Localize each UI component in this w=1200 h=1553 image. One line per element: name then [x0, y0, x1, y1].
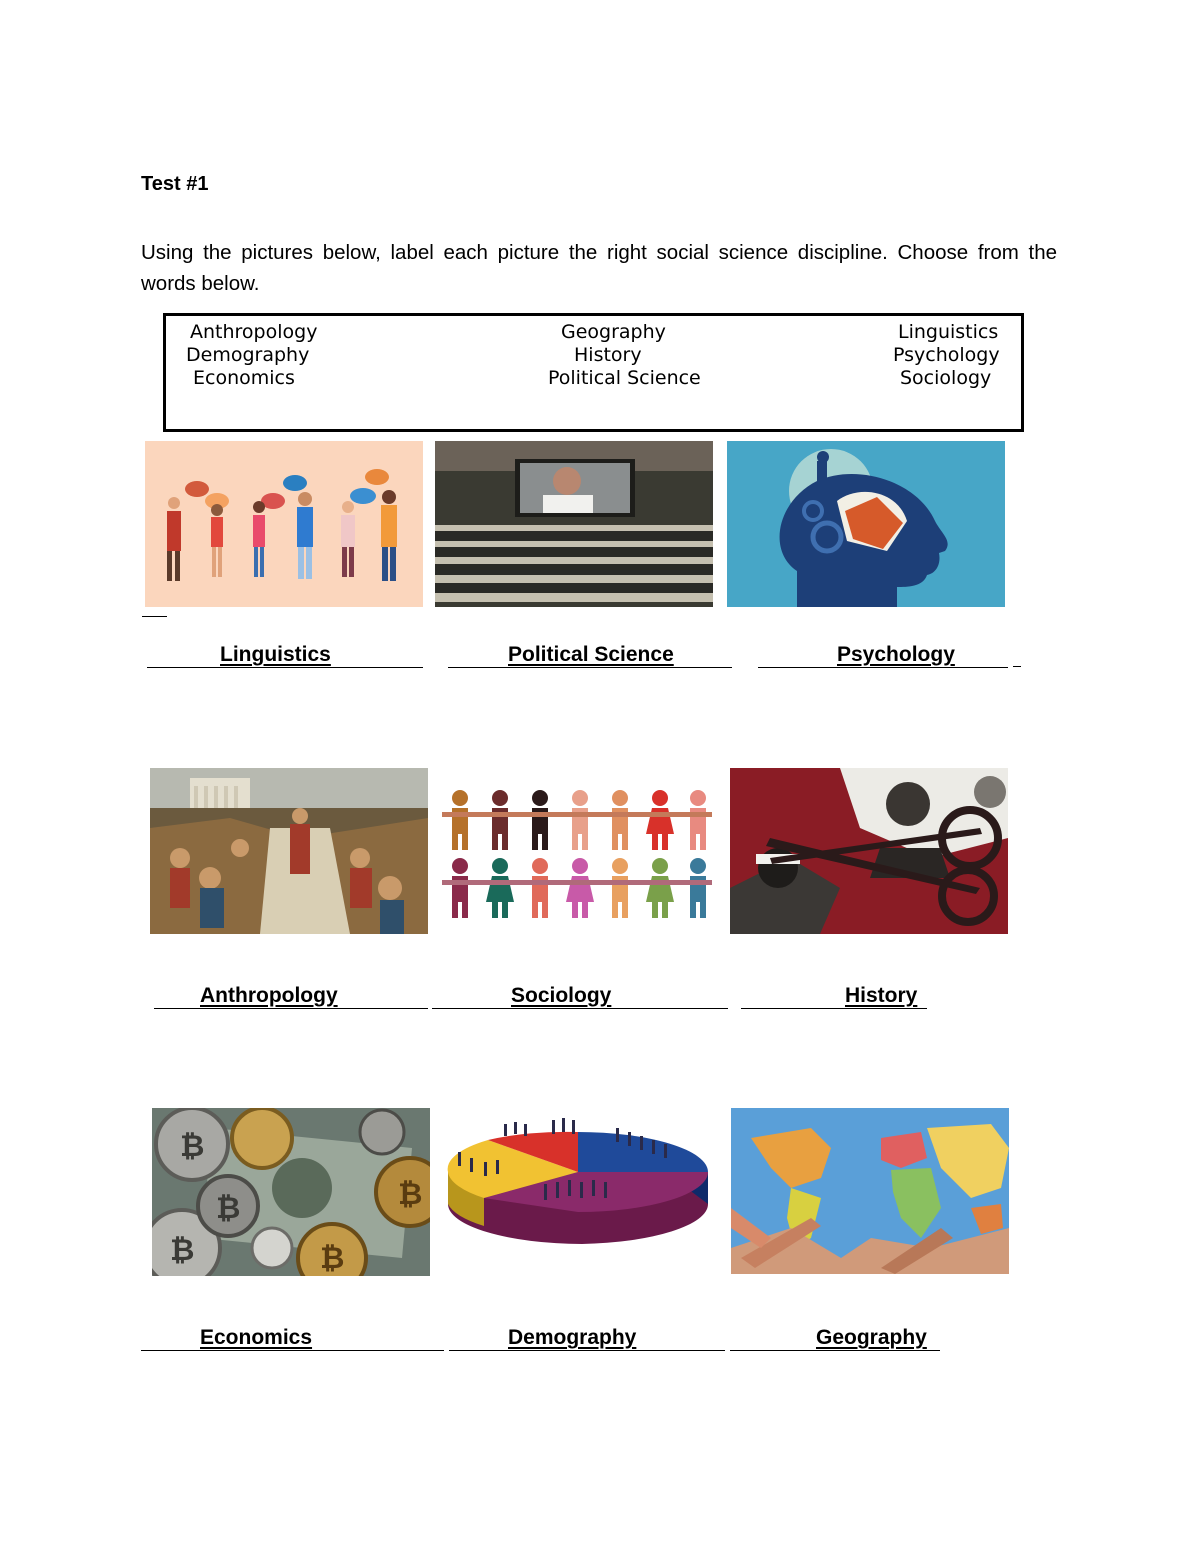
- answer-history: History: [741, 984, 927, 1009]
- word-economics: Economics: [193, 367, 295, 389]
- history-picture: [730, 768, 1008, 934]
- word-political-science: Political Science: [548, 367, 701, 389]
- psychology-picture: [727, 441, 1005, 607]
- demography-picture: [444, 1108, 722, 1276]
- word-psychology: Psychology: [893, 344, 1000, 366]
- answer-demography: Demography: [449, 1326, 725, 1351]
- word-bank-column-1: [186, 321, 318, 390]
- answer-psychology: Psychology: [758, 643, 1008, 668]
- svg-text:₿: ₿: [216, 1191, 241, 1226]
- linguistics-picture: [145, 441, 423, 607]
- stray-line: [142, 616, 167, 617]
- svg-text:₿: ₿: [398, 1177, 423, 1212]
- word-anthropology: Anthropology: [190, 321, 318, 343]
- geography-picture: [731, 1108, 1009, 1274]
- answer-economics: Economics: [141, 1326, 444, 1351]
- word-sociology: Sociology: [900, 367, 992, 389]
- svg-text:₿: ₿: [170, 1233, 195, 1268]
- word-geography: Geography: [561, 321, 666, 343]
- answer-geography: Geography: [730, 1326, 940, 1351]
- page-title: Test #1: [141, 173, 209, 195]
- answer-linguistics: Linguistics: [147, 643, 423, 668]
- word-linguistics: Linguistics: [898, 321, 999, 343]
- answer-anthropology: Anthropology: [154, 984, 428, 1009]
- word-bank-column-3: [893, 321, 1000, 390]
- stray-line: [1013, 666, 1021, 667]
- sociology-picture: [438, 768, 716, 934]
- svg-text:₿: ₿: [180, 1129, 205, 1164]
- word-demography: Demography: [186, 344, 310, 366]
- answer-political-science: Political Science: [448, 643, 732, 668]
- answer-sociology: Sociology: [432, 984, 728, 1009]
- economics-picture: [152, 1108, 430, 1276]
- word-bank: [163, 313, 1024, 432]
- political-science-picture: [435, 441, 713, 607]
- anthropology-picture: [150, 768, 428, 934]
- svg-text:₿: ₿: [320, 1241, 345, 1276]
- word-bank-column-2: [548, 321, 701, 390]
- word-history: History: [574, 344, 642, 366]
- instructions: Using the pictures below, label each picture the right social science discipline. Choose from the words below.: [141, 241, 1057, 295]
